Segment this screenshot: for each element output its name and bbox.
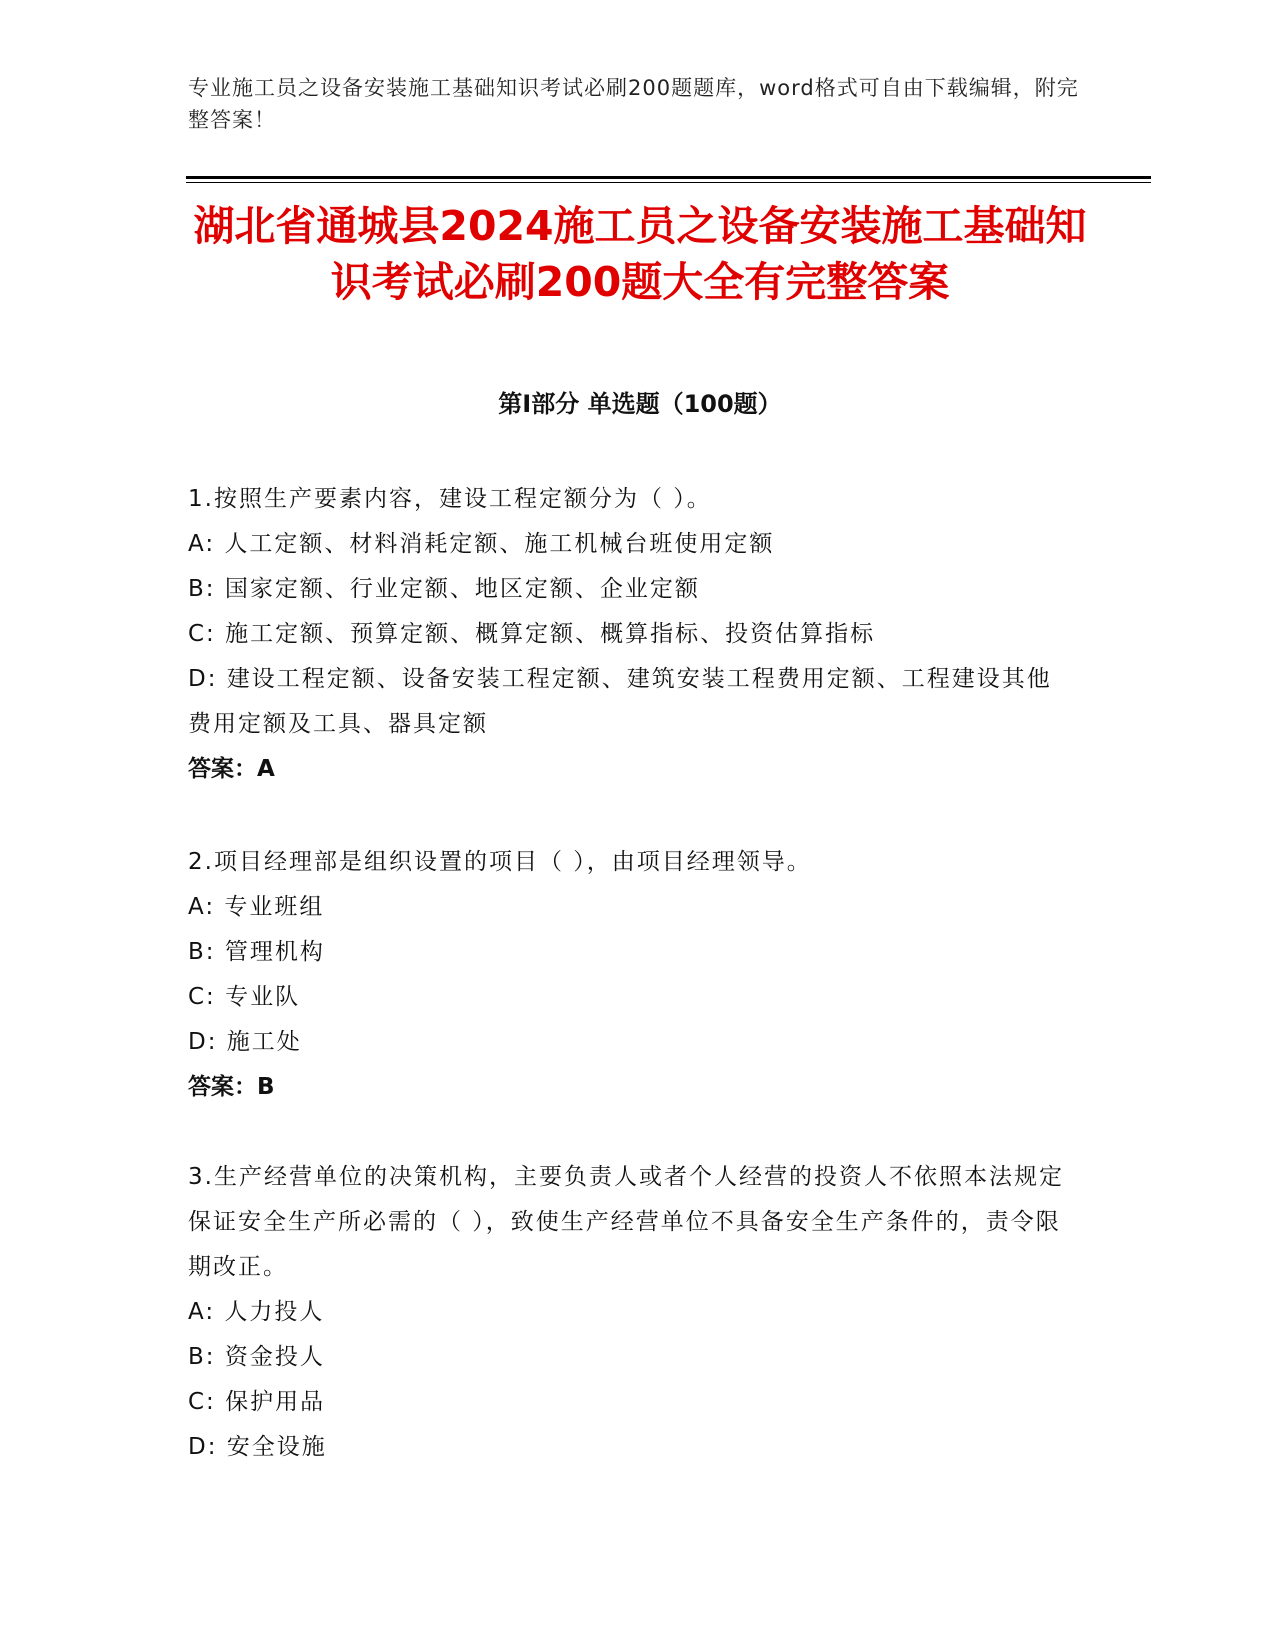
- option-d: D: 建设工程定额、设备安装工程定额、建筑安装工程费用定额、工程建设其他费用定额及工具、器具定额: [188, 666, 1052, 737]
- option-a: A: 人工定额、材料消耗定额、施工机械台班使用定额: [188, 531, 775, 557]
- answer-line: 答案：B: [188, 1074, 275, 1100]
- question-stem: 2.项目经理部是组织设置的项目（ ），由项目经理领导。: [188, 849, 812, 875]
- header-divider-thin: [186, 182, 1151, 183]
- answer-line: 答案：A: [188, 756, 275, 782]
- option-d: D: 施工处: [188, 1029, 302, 1055]
- question-stem: 3.生产经营单位的决策机构，主要负责人或者个人经营的投资人不依照本法规定保证安全生产所必需的（ ），致使生产经营单位不具备安全生产条件的，责令限期改正。: [188, 1164, 1064, 1280]
- section-title: 第I部分 单选题（100题）: [498, 390, 782, 418]
- question-block: [188, 1155, 1068, 1470]
- option-c: C: 保护用品: [188, 1389, 326, 1415]
- header-note: 专业施工员之设备安装施工基础知识考试必刷200题题库，word格式可自由下载编辑，附完整答案！: [188, 76, 1079, 132]
- option-c: C: 专业队: [188, 984, 301, 1010]
- document-title: 湖北省通城县2024施工员之设备安装施工基础知识考试必刷200题大全有完整答案: [193, 202, 1087, 306]
- question-stem: 1.按照生产要素内容，建设工程定额分为（ ）。: [188, 486, 712, 512]
- option-a: A: 人力投人: [188, 1299, 325, 1325]
- option-b: B: 管理机构: [188, 939, 325, 965]
- option-c: C: 施工定额、预算定额、概算定额、概算指标、投资估算指标: [188, 621, 876, 647]
- option-b: B: 资金投人: [188, 1344, 325, 1370]
- option-d: D: 安全设施: [188, 1434, 327, 1460]
- question-block: [188, 477, 1068, 792]
- option-a: A: 专业班组: [188, 894, 325, 920]
- header-divider-thick: [186, 176, 1151, 179]
- question-block: [188, 840, 1068, 1110]
- option-b: B: 国家定额、行业定额、地区定额、企业定额: [188, 576, 700, 602]
